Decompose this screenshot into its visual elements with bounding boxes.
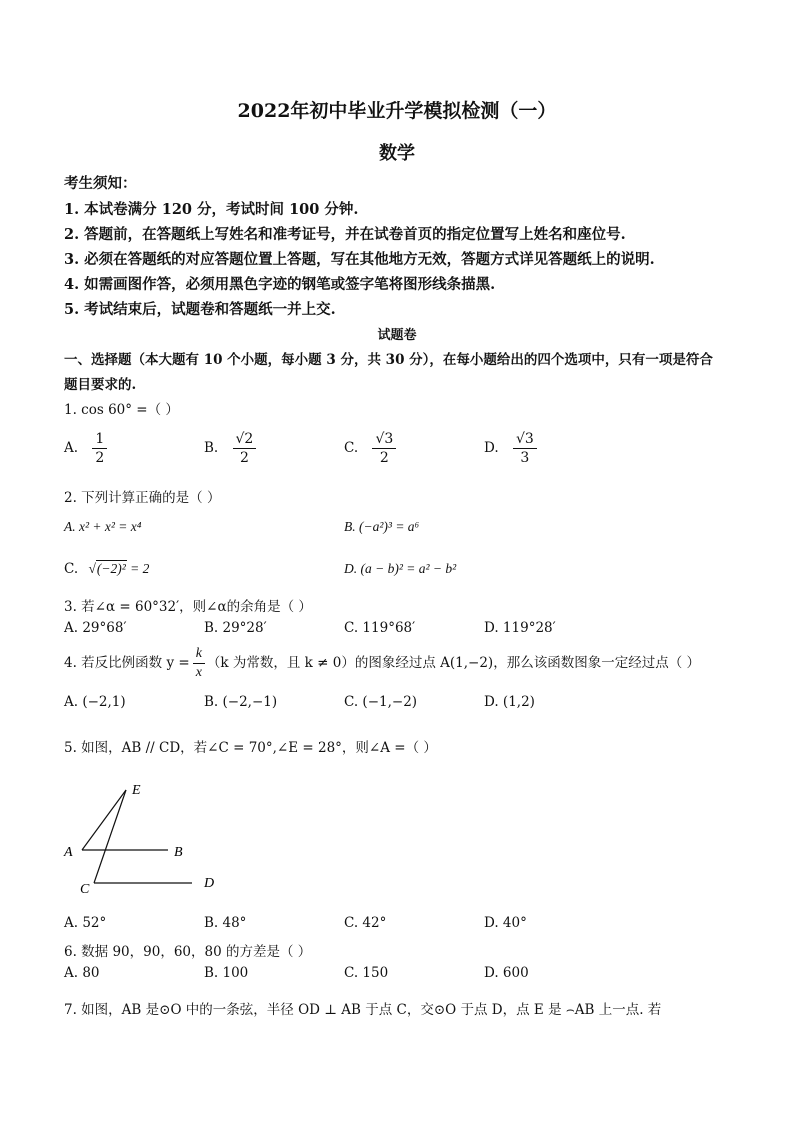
parallel-lines-figure [58,778,228,898]
question-2-option-d: D. (a − b)² = a² − b² [344,561,457,576]
page-title: 2022年初中毕业升学模拟检测（一） [237,100,557,122]
question-5-stem: 5. 如图，AB // CD，若∠C = 70°,∠E = 28°，则∠A =（ ） [64,740,437,756]
fraction [372,430,396,467]
question-3-option-d: D. 119°28′ [484,620,556,636]
question-5-option-d: D. 40° [484,915,527,931]
fraction-numerator: √2 [233,430,257,449]
question-5-option-a: A. 52° [64,915,107,931]
option-label: C. [344,440,359,456]
option-label: B. [204,440,219,456]
part1-heading-line1: 一、选择题（本大题有 10 个小题，每小题 3 分，共 30 分），在每小题给出的四个选项中，只有一项是符合 [64,352,713,368]
option-label: A. [64,440,79,456]
question-1-option-c [344,430,396,467]
line-ae [82,790,126,850]
section-title: 试题卷 [377,328,417,343]
question-6-option-c: C. 150 [344,965,389,981]
question-1-stem: 1. cos 60° =（ ） [64,402,179,418]
sqrt-radicand: (−2)² [96,561,126,576]
option-label: D. [484,440,499,456]
option-label: C. [64,561,79,577]
fraction [193,645,205,682]
point-label-a: A [64,845,73,860]
question-3-stem: 3. 若∠α = 60°32′，则∠α的余角是（ ） [64,599,312,615]
question-1-option-a [64,430,107,467]
question-1-option-b [204,430,256,467]
question-4-option-b: B. (−2,−1) [204,694,278,710]
question-5-option-c: C. 42° [344,915,387,931]
instructions-heading: 考生须知： [64,175,137,192]
question-4-option-a: A. (−2,1) [64,694,126,710]
instruction-item-5: 5. 考试结束后，试题卷和答题纸一并上交. [64,301,336,318]
instruction-item-2: 2. 答题前，在答题纸上写姓名和准考证号，并在试卷首页的指定位置写上姓名和座位号. [64,226,626,243]
point-label-c: C [80,882,90,897]
question-1-option-d [484,430,537,467]
fraction-denominator: 2 [95,450,105,466]
question-2-option-b: B. (−a²)³ = a⁶ [344,519,420,534]
fraction-numerator: √3 [372,430,396,449]
question-6-option-b: B. 100 [204,965,249,981]
question-2-option-c [64,561,149,577]
question-2-option-a: A. x² + x² = x⁴ [64,519,142,534]
stem-suffix: （k 为常数，且 k ≠ 0）的图象经过点 A(1,−2)，那么该函数图象一定经过点（ ） [206,655,700,671]
subject-title: 数学 [379,143,415,164]
point-label-b: B [174,845,183,860]
sqrt-expression: √(−2)² = 2 [88,561,150,576]
point-label-e: E [132,783,141,798]
question-5-option-b: B. 48° [204,915,247,931]
question-6-option-a: A. 80 [64,965,100,981]
fraction [513,430,537,467]
question-4-option-c: C. (−1,−2) [344,694,418,710]
question-7-stem: 7. 如图，AB 是⊙O 中的一条弦，半径 OD ⊥ AB 于点 C，交⊙O 于点 D，点 E 是 ⌢AB 上一点. 若 [64,1002,662,1018]
question-3-option-b: B. 29°28′ [204,620,267,636]
question-3-option-a: A. 29°68′ [64,620,127,636]
question-6-stem: 6. 数据 90，90，60，80 的方差是（ ） [64,944,312,960]
stem-prefix: 4. 若反比例函数 y = [64,655,190,671]
line-ce [94,790,126,883]
question-2-stem: 2. 下列计算正确的是（ ） [64,490,221,506]
fraction-denominator: 3 [520,450,530,466]
question-4-stem [64,645,700,682]
expression-rest: = 2 [126,561,150,576]
fraction [92,430,107,467]
fraction-numerator: 1 [92,430,107,449]
fraction-denominator: 2 [379,450,389,466]
question-4-option-d: D. (1,2) [484,694,535,710]
fraction-denominator: 2 [239,450,249,466]
fraction [233,430,257,467]
instruction-item-3: 3. 必须在答题纸的对应答题位置上答题，写在其他地方无效，答题方式详见答题纸上的说明. [64,251,655,268]
question-3-option-c: C. 119°68′ [344,620,416,636]
instruction-item-1: 1. 本试卷满分 120 分，考试时间 100 分钟. [64,201,359,218]
point-label-d: D [204,876,215,891]
fraction-denominator: x [195,665,202,680]
question-6-option-d: D. 600 [484,965,529,981]
part1-heading-line2: 题目要求的. [64,377,137,393]
fraction-numerator: k [193,645,205,664]
fraction-numerator: √3 [513,430,537,449]
instruction-item-4: 4. 如需画图作答，必须用黑色字迹的钢笔或签字笔将图形线条描黑. [64,276,496,293]
